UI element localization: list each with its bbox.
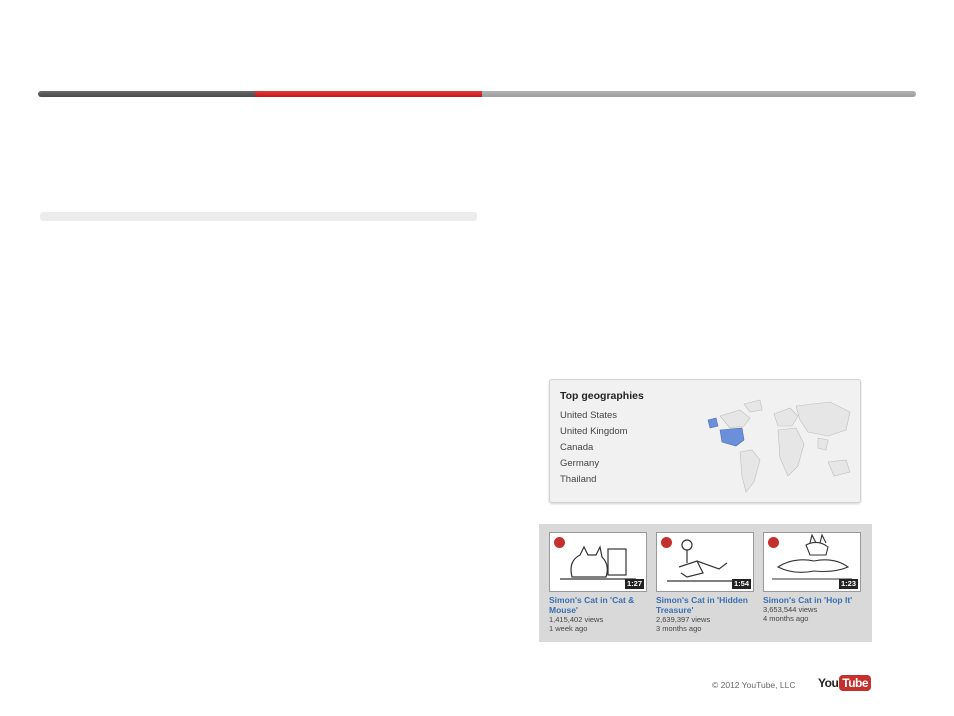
geo-item: Thailand [560, 474, 597, 485]
geo-item: United Kingdom [560, 426, 628, 437]
top-geographies-panel [549, 379, 861, 503]
video-title[interactable]: Simon's Cat in 'Hop It' [763, 595, 853, 605]
placeholder-bar [40, 212, 477, 221]
video-card[interactable] [549, 532, 649, 633]
progress-completed [38, 91, 255, 97]
video-duration: 1:23 [840, 579, 856, 588]
presentation-progress-bar [38, 91, 916, 97]
video-views: 1,415,402 views [549, 615, 604, 624]
geo-item: United States [560, 410, 618, 421]
video-thumbnail[interactable] [763, 532, 861, 592]
video-duration: 1:54 [733, 579, 749, 588]
video-age: 3 months ago [656, 624, 702, 633]
video-thumbnail[interactable] [656, 532, 754, 592]
video-title[interactable]: Simon's Cat in 'Cat & Mouse' [549, 595, 635, 615]
video-age: 1 week ago [549, 624, 588, 633]
geo-list [560, 410, 628, 490]
channel-icon [660, 536, 673, 549]
world-map [700, 396, 856, 496]
video-views: 3,653,544 views [763, 605, 818, 614]
youtube-logo-you: You [818, 676, 839, 690]
related-videos-panel [539, 524, 872, 642]
geo-title: Top geographies [560, 390, 644, 402]
channel-icon [767, 536, 780, 549]
copyright-text: © 2012 YouTube, LLC [712, 680, 796, 690]
video-age: 4 months ago [763, 614, 809, 623]
geo-item: Canada [560, 442, 594, 453]
progress-remaining [482, 91, 916, 97]
youtube-logo [818, 674, 871, 692]
video-card[interactable] [656, 532, 756, 633]
geo-item: Germany [560, 458, 600, 469]
video-views: 2,639,397 views [656, 615, 711, 624]
progress-current [255, 91, 482, 97]
video-card[interactable] [763, 532, 863, 623]
video-title[interactable]: Simon's Cat in 'Hidden Treasure' [656, 595, 748, 615]
video-thumbnail[interactable] [549, 532, 647, 592]
youtube-logo-tube: Tube [839, 675, 871, 691]
channel-icon [553, 536, 566, 549]
video-duration: 1:27 [626, 579, 642, 588]
